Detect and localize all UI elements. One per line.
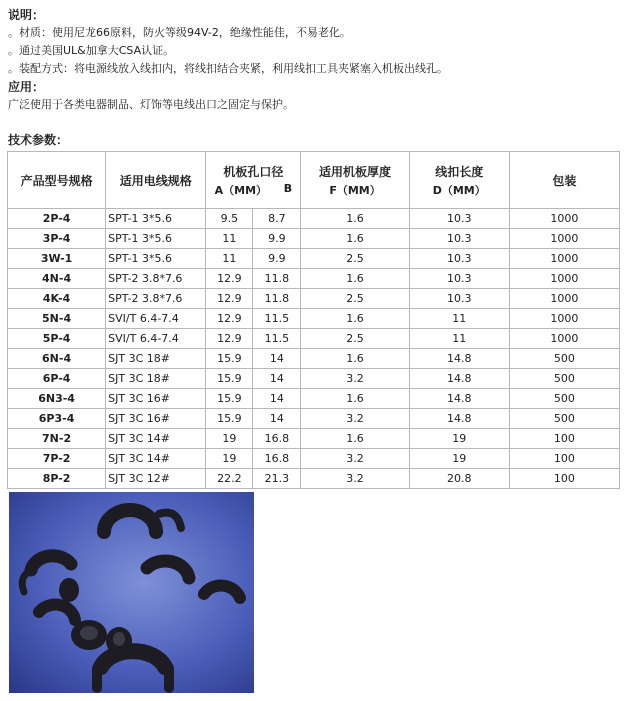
cell-hole-b: 14 [253,349,301,369]
col-hole-b: B [283,181,293,195]
cell-wire: SJT 3C 14# [106,429,206,449]
cell-hole-a: 12.9 [206,329,253,349]
cell-thickness: 1.6 [301,389,409,409]
table-row [8,269,620,289]
cell-model: 6P-4 [8,369,106,389]
col-thickness-title: 适用机板厚度 [319,164,392,179]
cell-hole-b: 16.8 [253,449,301,469]
col-length-header [409,152,509,209]
cell-model: 4K-4 [8,289,106,309]
cell-wire: SJT 3C 16# [106,409,206,429]
cell-model: 6N3-4 [8,389,106,409]
col-hole-sub [206,182,300,198]
cell-wire: SJT 3C 18# [106,349,206,369]
cell-model: 7P-2 [8,449,106,469]
cell-hole-b: 8.7 [253,209,301,229]
table-row [8,349,620,369]
cell-pack: 1000 [509,209,619,229]
cell-length: 10.3 [409,289,509,309]
description-line: 。装配方式：将电源线放入线扣内，将线扣结合夹紧，利用线扣工具夹紧塞入机板出线孔。 [8,62,448,75]
cell-pack: 1000 [509,269,619,289]
col-hole-header [206,152,301,209]
cell-model: 6N-4 [8,349,106,369]
description-line: 。材质：使用尼龙66原料，防火等级94V-2，绝缘性能佳，不易老化。 [8,26,351,39]
cell-thickness: 3.2 [301,469,409,489]
cell-pack: 1000 [509,309,619,329]
cell-pack: 100 [509,469,619,489]
cell-length: 10.3 [409,209,509,229]
cell-model: 2P-4 [8,209,106,229]
col-model-header: 产品型号规格 [8,152,106,209]
cell-wire: SPT-2 3.8*7.6 [106,289,206,309]
table-row [8,389,620,409]
table-header-row [8,152,620,209]
table-row [8,469,620,489]
cell-pack: 1000 [509,289,619,309]
cell-wire: SJT 3C 18# [106,369,206,389]
cell-hole-a: 11 [206,249,253,269]
cell-hole-a: 11 [206,229,253,249]
cell-thickness: 3.2 [301,449,409,469]
table-row [8,289,620,309]
cell-hole-a: 12.9 [206,309,253,329]
cell-model: 5P-4 [8,329,106,349]
cell-pack: 1000 [509,329,619,349]
cell-thickness: 2.5 [301,249,409,269]
cell-hole-b: 21.3 [253,469,301,489]
col-hole-title: 机板孔口径 [223,164,284,179]
col-length-title: 线扣长度 [435,164,484,179]
cell-hole-a: 12.9 [206,269,253,289]
cell-length: 11 [409,329,509,349]
cell-pack: 1000 [509,249,619,269]
cell-length: 11 [409,309,509,329]
table-row [8,449,620,469]
cell-length: 19 [409,449,509,469]
cell-length: 14.8 [409,369,509,389]
cell-pack: 1000 [509,229,619,249]
table-row [8,429,620,449]
cell-model: 5N-4 [8,309,106,329]
cell-thickness: 2.5 [301,289,409,309]
application-heading: 应用： [8,80,45,94]
specs-heading: 技术参数： [8,133,69,147]
cell-thickness: 3.2 [301,409,409,429]
col-thickness-header [301,152,409,209]
cell-pack: 100 [509,449,619,469]
cell-hole-b: 14 [253,389,301,409]
cell-thickness: 1.6 [301,269,409,289]
cell-hole-a: 22.2 [206,469,253,489]
spec-table [7,151,620,489]
cell-model: 4N-4 [8,269,106,289]
cell-thickness: 2.5 [301,329,409,349]
cell-wire: SPT-1 3*5.6 [106,209,206,229]
cell-wire: SVI/T 6.4-7.4 [106,309,206,329]
description-line: 。通过美国UL&加拿大CSA认证。 [8,44,175,57]
cell-hole-a: 15.9 [206,409,253,429]
cell-length: 14.8 [409,409,509,429]
table-row [8,369,620,389]
cell-wire: SJT 3C 16# [106,389,206,409]
cell-length: 14.8 [409,389,509,409]
cell-length: 19 [409,429,509,449]
col-thickness-sub: F（MM） [329,183,381,197]
cell-hole-b: 14 [253,369,301,389]
cell-hole-a: 15.9 [206,369,253,389]
cell-model: 8P-2 [8,469,106,489]
cell-hole-b: 11.5 [253,329,301,349]
col-hole-a: A（MM） [214,183,268,197]
cell-thickness: 1.6 [301,209,409,229]
cell-length: 10.3 [409,269,509,289]
cell-length: 20.8 [409,469,509,489]
cell-length: 10.3 [409,249,509,269]
cell-pack: 500 [509,389,619,409]
cell-thickness: 1.6 [301,229,409,249]
spec-table-body [8,209,620,489]
cell-hole-b: 14 [253,409,301,429]
cell-length: 14.8 [409,349,509,369]
cell-length: 10.3 [409,229,509,249]
cell-wire: SJT 3C 14# [106,449,206,469]
cell-hole-a: 15.9 [206,389,253,409]
table-row [8,329,620,349]
cell-hole-a: 9.5 [206,209,253,229]
table-row [8,309,620,329]
cell-hole-b: 9.9 [253,229,301,249]
col-wire-header: 适用电线规格 [106,152,206,209]
cell-hole-b: 11.5 [253,309,301,329]
table-row [8,409,620,429]
description-heading: 说明： [8,8,45,22]
cell-wire: SPT-1 3*5.6 [106,229,206,249]
cell-hole-a: 12.9 [206,289,253,309]
cell-pack: 500 [509,369,619,389]
strain-relief-bushings-image [9,492,254,693]
cell-wire: SPT-2 3.8*7.6 [106,269,206,289]
cell-hole-a: 19 [206,449,253,469]
cell-model: 3P-4 [8,229,106,249]
cell-thickness: 1.6 [301,349,409,369]
cell-wire: SVI/T 6.4-7.4 [106,329,206,349]
table-row [8,229,620,249]
cell-model: 3W-1 [8,249,106,269]
cell-hole-b: 9.9 [253,249,301,269]
cell-wire: SJT 3C 12# [106,469,206,489]
cell-hole-a: 15.9 [206,349,253,369]
product-photo [9,492,254,693]
cell-thickness: 1.6 [301,429,409,449]
cell-wire: SPT-1 3*5.6 [106,249,206,269]
table-row [8,249,620,269]
cell-pack: 500 [509,349,619,369]
cell-hole-b: 16.8 [253,429,301,449]
cell-hole-b: 11.8 [253,269,301,289]
cell-model: 7N-2 [8,429,106,449]
col-pack-header: 包装 [509,152,619,209]
table-row [8,209,620,229]
application-text: 广泛使用于各类电器制品、灯饰等电线出口之固定与保护。 [8,98,294,111]
cell-model: 6P3-4 [8,409,106,429]
cell-pack: 100 [509,429,619,449]
cell-thickness: 3.2 [301,369,409,389]
cell-thickness: 1.6 [301,309,409,329]
cell-hole-a: 19 [206,429,253,449]
col-length-sub: D（MM） [432,183,486,197]
cell-pack: 500 [509,409,619,429]
cell-hole-b: 11.8 [253,289,301,309]
